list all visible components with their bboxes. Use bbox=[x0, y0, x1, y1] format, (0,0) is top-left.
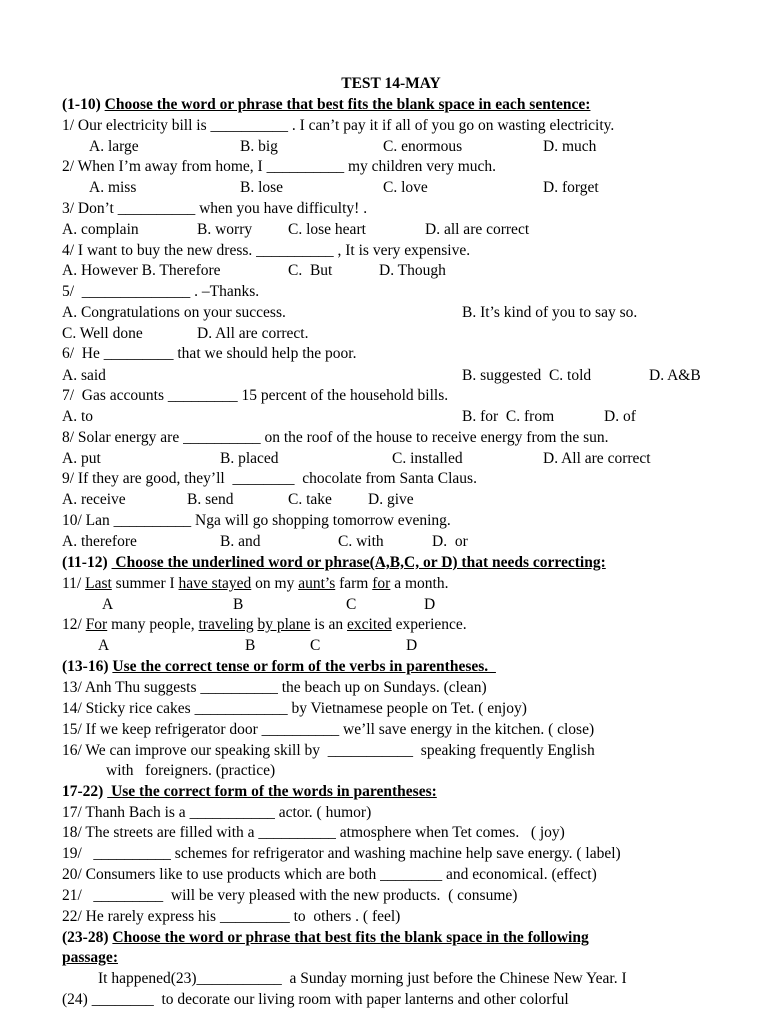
option-b-c: B. for C. from bbox=[462, 408, 555, 425]
option-d: D. give bbox=[368, 491, 414, 508]
option-c: C. installed bbox=[392, 450, 463, 467]
answer-letters-11 bbox=[62, 595, 728, 615]
section-heading-23-28: (23-28) Choose the word or phrase that best fits the blank space in the following bbox=[62, 929, 589, 946]
options-4 bbox=[62, 261, 728, 281]
option-a: A. receive bbox=[62, 491, 126, 508]
option-a: A. therefore bbox=[62, 533, 137, 550]
section-heading-1-10: (1-10) Choose the word or phrase that best fits the blank space in each sentence: bbox=[62, 96, 591, 113]
option-d: D. Though bbox=[379, 262, 446, 279]
option-a: A. put bbox=[62, 450, 101, 467]
option-a: A. complain bbox=[62, 221, 139, 238]
options-3 bbox=[62, 220, 728, 240]
options-8 bbox=[62, 449, 728, 469]
option-c: C. with bbox=[338, 533, 384, 550]
option-b: B. send bbox=[187, 491, 234, 508]
question-3: 3/ Don’t __________ when you have difficulty! . bbox=[62, 200, 368, 217]
letter-d: D bbox=[406, 637, 418, 654]
question-21: 21/ _________ will be very pleased with the new products. ( consume) bbox=[62, 887, 518, 904]
question-19: 19/ __________ schemes for refrigerator and washing machine help save energy. ( label) bbox=[62, 845, 621, 862]
option-d: D. much bbox=[543, 138, 597, 155]
option-a-b: A. However B. Therefore bbox=[62, 262, 221, 279]
question-1: 1/ Our electricity bill is __________ . I can’t pay it if all of you go on wasting electricity. bbox=[62, 117, 615, 134]
letter-c: C bbox=[310, 637, 321, 654]
option-a: A. to bbox=[62, 408, 93, 425]
option-d: D. of bbox=[604, 408, 636, 425]
options-1 bbox=[62, 137, 728, 157]
question-12: 12/ For many people, traveling by plane is an excited experience. bbox=[62, 616, 467, 633]
question-18: 18/ The streets are filled with a __________ atmosphere when Tet comes. ( joy) bbox=[62, 824, 565, 841]
options-5-row2 bbox=[62, 324, 728, 344]
question-13: 13/ Anh Thu suggests __________ the beach up on Sundays. (clean) bbox=[62, 679, 487, 696]
question-11: 11/ Last summer I have stayed on my aunt’s farm for a month. bbox=[62, 575, 449, 592]
option-d: D. A&B bbox=[649, 367, 701, 384]
option-d: D. or bbox=[432, 533, 468, 550]
option-c: C. enormous bbox=[383, 138, 463, 155]
letter-b: B bbox=[245, 637, 256, 654]
question-15: 15/ If we keep refrigerator door __________ we’ll save energy in the kitchen. ( close) bbox=[62, 721, 595, 738]
option-c: C. love bbox=[383, 179, 428, 196]
option-a: A. Congratulations on your success. bbox=[62, 304, 286, 321]
options-9 bbox=[62, 490, 728, 510]
option-c: C. Well done bbox=[62, 325, 143, 342]
section-heading-17-22: 17-22) Use the correct form of the words in parentheses: bbox=[62, 783, 437, 800]
question-9: 9/ If they are good, they’ll ________ chocolate from Santa Claus. bbox=[62, 470, 477, 487]
option-d: D. All are correct. bbox=[197, 325, 309, 342]
option-c: C. lose heart bbox=[288, 221, 366, 238]
page-title: TEST 14-MAY bbox=[341, 75, 441, 92]
option-b-c: B. suggested C. told bbox=[462, 367, 592, 384]
passage-line-1: It happened(23)___________ a Sunday morning just before the Chinese New Year. I bbox=[98, 970, 627, 987]
question-16: 16/ We can improve our speaking skill by ___________ speaking frequently English bbox=[62, 742, 595, 759]
question-8: 8/ Solar energy are __________ on the roof of the house to receive energy from the sun. bbox=[62, 429, 609, 446]
options-2 bbox=[62, 178, 728, 198]
question-17: 17/ Thanh Bach is a ___________ actor. ( humor) bbox=[62, 804, 372, 821]
question-22: 22/ He rarely express his _________ to others . ( feel) bbox=[62, 908, 401, 925]
option-b: B. big bbox=[240, 138, 278, 155]
option-b: B. placed bbox=[220, 450, 279, 467]
option-a: A. miss bbox=[89, 179, 137, 196]
options-5-row1 bbox=[62, 303, 728, 323]
option-b: B. worry bbox=[197, 221, 253, 238]
option-a: A. said bbox=[62, 367, 106, 384]
option-d: D. All are correct bbox=[543, 450, 651, 467]
option-c: C. take bbox=[288, 491, 332, 508]
question-14: 14/ Sticky rice cakes ____________ by Vietnamese people on Tet. ( enjoy) bbox=[62, 700, 527, 717]
section-heading-11-12: (11-12) Choose the underlined word or phrase(A,B,C, or D) that needs correcting: bbox=[62, 554, 606, 571]
section-heading-23-28-continued: passage: bbox=[62, 949, 118, 966]
question-6: 6/ He _________ that we should help the poor. bbox=[62, 345, 357, 362]
letter-c: C bbox=[346, 596, 357, 613]
option-b: B. and bbox=[220, 533, 261, 550]
letter-a: A bbox=[102, 596, 114, 613]
options-10 bbox=[62, 532, 728, 552]
options-6 bbox=[62, 366, 728, 386]
letter-b: B bbox=[233, 596, 244, 613]
answer-letters-12 bbox=[62, 636, 728, 656]
letter-a: A bbox=[98, 637, 110, 654]
question-2: 2/ When I’m away from home, I __________ my children very much. bbox=[62, 158, 497, 175]
question-10: 10/ Lan __________ Nga will go shopping tomorrow evening. bbox=[62, 512, 451, 529]
option-a: A. large bbox=[89, 138, 139, 155]
question-16-continued: with foreigners. (practice) bbox=[106, 762, 276, 779]
letter-d: D bbox=[424, 596, 436, 613]
question-5: 5/ ______________ . –Thanks. bbox=[62, 283, 260, 300]
question-20: 20/ Consumers like to use products which are both ________ and economical. (effect) bbox=[62, 866, 597, 883]
question-4: 4/ I want to buy the new dress. __________ , It is very expensive. bbox=[62, 242, 471, 259]
option-d: D. all are correct bbox=[425, 221, 530, 238]
option-b: B. It’s kind of you to say so. bbox=[462, 304, 638, 321]
question-7: 7/ Gas accounts _________ 15 percent of the household bills. bbox=[62, 387, 449, 404]
option-b: B. lose bbox=[240, 179, 284, 196]
passage-line-2: (24) ________ to decorate our living room with paper lanterns and other colorful bbox=[62, 991, 569, 1008]
options-7 bbox=[62, 407, 728, 427]
section-heading-13-16: (13-16) Use the correct tense or form of the verbs in parentheses. bbox=[62, 658, 496, 675]
option-d: D. forget bbox=[543, 179, 599, 196]
option-c: C. But bbox=[288, 262, 333, 279]
